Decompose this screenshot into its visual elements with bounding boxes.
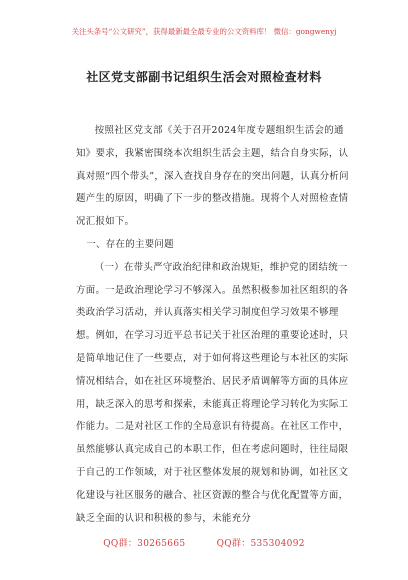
footer-qq-groups <box>0 536 408 549</box>
intro-paragraph: 按照社区党支部《关于召开2024年度专题组织生活会的通知》要求，我紧密围绕本次组织生活会主题，结合自身实际，认真对照“四个带头”，深入查找自身存在的突出问题，认真分析问题产生的原因，明确了下一步的整改措施。现将个人对照检查情况汇报如下。 <box>76 125 349 228</box>
top-banner: 关注头条号“公文研究”，获得最新最全最专业的公文资料库！ 微信：gongwenyj <box>71 27 337 36</box>
document-title: 社区党支部副书记组织生活会对照检查材料 <box>86 70 322 84</box>
body-paragraph: （一）在带头严守政治纪律和政治规矩，维护党的团结统一方面。一是政治理论学习不够深入。虽然积极参加社区组织的各类政治学习活动，并认真落实相关学习制度但学习效果不够理想。例如，在学习习近平总书记关于社区治理的重要论述时，只是简单地记住了一些要点，对于如何将这些理论与本社区的实际情况相结合，如在社区环境整治、居民矛盾调解等方面的具体应用，缺乏深入的思考和探索，未能真正将理论学习转化为实际工作能力。二是对社区工作的全局意识有待提高。在社区工作中，虽然能够认真完成自己的本职工作，但在考虑问题时，往往局限于自己的工作领域，对于社区整体发展的规划和协调，如社区文化建设与社区服务的融合、社区资源的整合与优化配置等方面，缺乏全面的认识和积极的参与，未能充分 <box>76 261 349 524</box>
section-heading: 一、存在的主要问题 <box>86 238 174 250</box>
document-body <box>76 120 352 530</box>
footer-qq-group-1: QQ群：30265665 <box>103 539 186 549</box>
footer-qq-group-2: QQ群：535304092 <box>216 539 305 549</box>
